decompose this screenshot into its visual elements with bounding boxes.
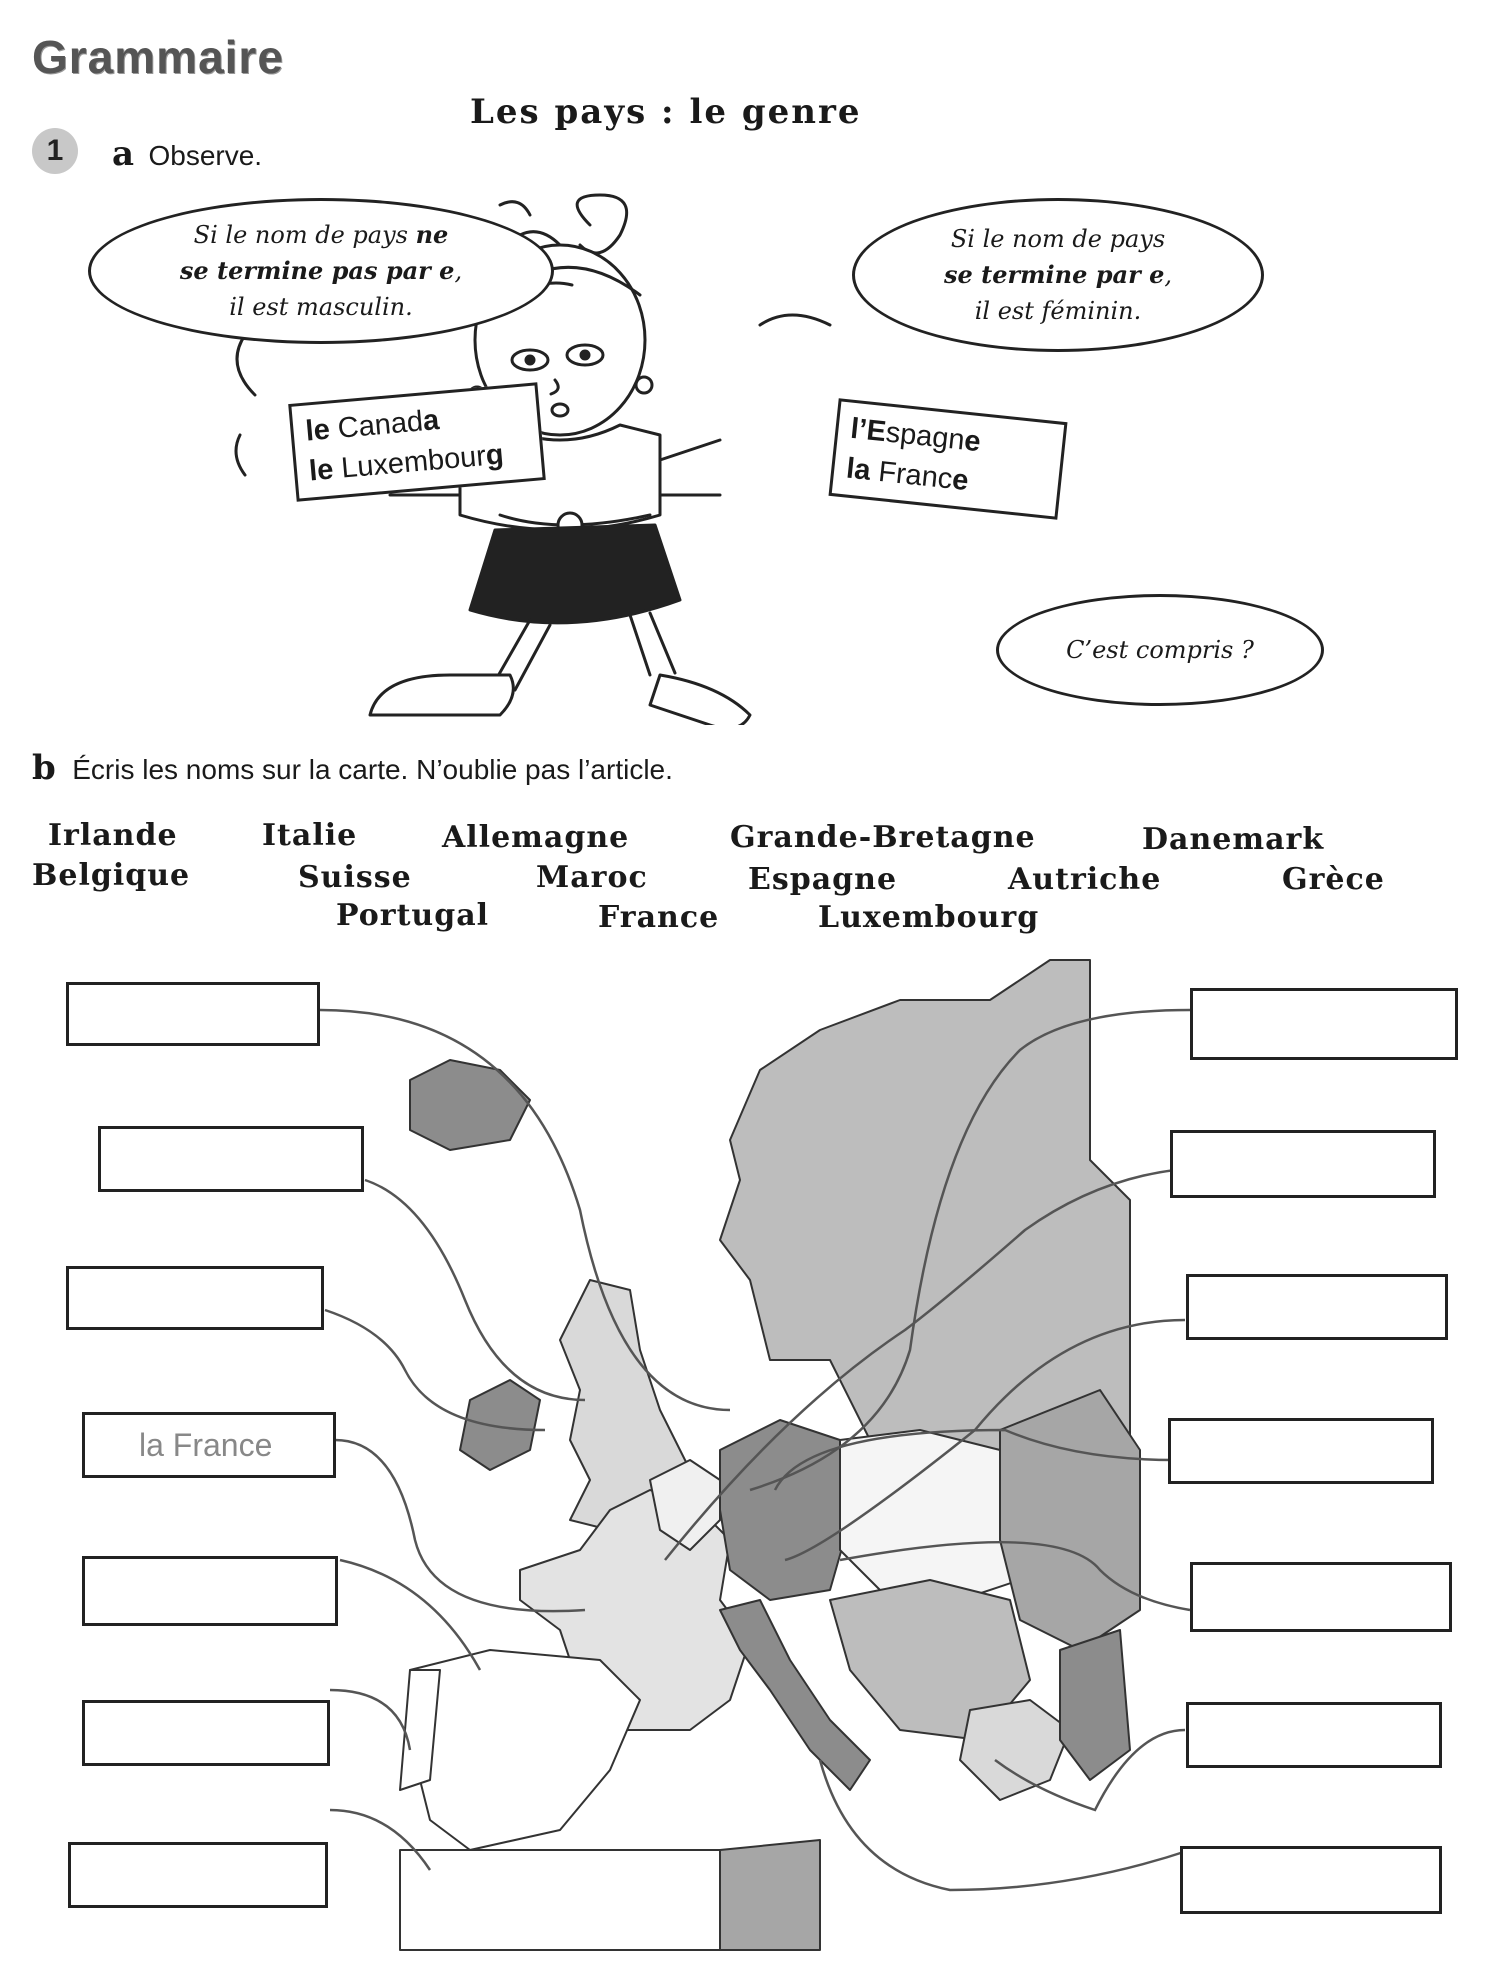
map-algeria — [720, 1840, 820, 1950]
word-bank-item: Suisse — [298, 860, 412, 895]
map-ireland — [460, 1380, 540, 1470]
map-north-africa — [400, 1850, 720, 1950]
answer-box-right-5[interactable] — [1190, 1562, 1452, 1632]
map-turkey — [1060, 1630, 1130, 1780]
word-bank-item: Espagne — [748, 862, 898, 897]
sign-article: la — [844, 452, 873, 487]
connector-line — [365, 1180, 585, 1400]
bubble-question-text: C’est compris ? — [1066, 636, 1254, 664]
sign-country: Canad — [336, 405, 425, 445]
bubble-right-line1: Si le nom de pays — [950, 225, 1166, 253]
map-iceland — [410, 1060, 530, 1150]
word-bank-item: Italie — [262, 818, 358, 853]
sign-country: Luxembour — [339, 440, 488, 485]
speech-bubble-question — [996, 594, 1324, 706]
word-bank-item: Allemagne — [442, 820, 630, 855]
word-bank-item: Autriche — [1008, 862, 1162, 897]
sign-initial: E — [865, 414, 888, 449]
bubble-left-comma: , — [454, 257, 463, 285]
bubble-left-bold-ne: ne — [415, 220, 449, 249]
part-b-heading — [32, 748, 673, 788]
sign-country: Franc — [876, 455, 954, 496]
sign-ending: e — [950, 463, 970, 498]
bubble-right-comma: , — [1164, 261, 1172, 289]
word-bank-item: Belgique — [32, 858, 191, 893]
map-iberia — [410, 1650, 640, 1850]
sign-ending: a — [421, 404, 441, 438]
connector-line — [340, 1560, 480, 1670]
connector-line — [320, 1010, 730, 1410]
connector-line — [330, 1690, 410, 1750]
sign-ending: g — [484, 438, 505, 472]
word-bank-item: Luxembourg — [818, 900, 1040, 935]
answer-box-left-5[interactable] — [82, 1556, 338, 1626]
word-bank-item: Portugal — [336, 898, 490, 933]
sign-article: le — [307, 453, 335, 488]
sign-article: l’ — [848, 412, 869, 447]
answer-box-left-4[interactable]: la France — [82, 1412, 336, 1478]
lesson-subtitle: Les pays : le genre — [470, 92, 862, 132]
exercise-number: 1 — [32, 128, 78, 174]
part-a-instruction: Observe. — [148, 140, 263, 171]
word-bank-item: France — [598, 900, 720, 935]
bubble-left-rule: se termine pas par e — [179, 256, 455, 285]
sign-country: spagn — [884, 416, 967, 457]
section-title: Grammaire — [32, 31, 284, 83]
part-b-instruction: Écris les noms sur la carte. N’oublie pas l’article. — [72, 754, 673, 785]
answer-box-left-3[interactable] — [66, 1266, 324, 1330]
bubble-left-line1: Si le nom de pays — [193, 221, 408, 249]
answer-box-left-2[interactable] — [98, 1126, 364, 1192]
map-greece — [960, 1700, 1070, 1800]
answer-box-right-7[interactable] — [1180, 1846, 1442, 1914]
speech-bubble-feminine — [852, 198, 1264, 352]
part-a-heading — [112, 134, 262, 174]
bubble-left-line3: il est masculin. — [229, 293, 413, 321]
answer-box-right-1[interactable] — [1190, 988, 1458, 1060]
answer-box-right-2[interactable] — [1170, 1130, 1436, 1198]
answer-box-left-7[interactable] — [68, 1842, 328, 1908]
answer-box-left-1[interactable] — [66, 982, 320, 1046]
answer-box-left-6[interactable] — [82, 1700, 330, 1766]
part-a-letter: a — [112, 134, 135, 174]
answer-box-right-4[interactable] — [1168, 1418, 1434, 1484]
word-bank-item: Irlande — [48, 818, 178, 853]
speech-bubble-masculine — [88, 198, 554, 344]
part-b-letter: b — [32, 748, 56, 788]
map-east — [1000, 1390, 1140, 1650]
answer-box-right-3[interactable] — [1186, 1274, 1448, 1340]
bubble-right-rule: se termine par e — [944, 260, 1165, 289]
sign-article: le — [304, 413, 332, 448]
word-bank-item: Grande-Bretagne — [730, 820, 1036, 855]
sign-ending: e — [962, 424, 983, 459]
word-bank-item: Danemark — [1142, 822, 1325, 857]
bubble-right-line3: il est féminin. — [974, 297, 1142, 325]
map-germany — [720, 1420, 850, 1600]
answer-box-right-6[interactable] — [1186, 1702, 1442, 1768]
word-bank-item: Grèce — [1282, 862, 1385, 897]
word-bank-item: Maroc — [536, 860, 648, 895]
